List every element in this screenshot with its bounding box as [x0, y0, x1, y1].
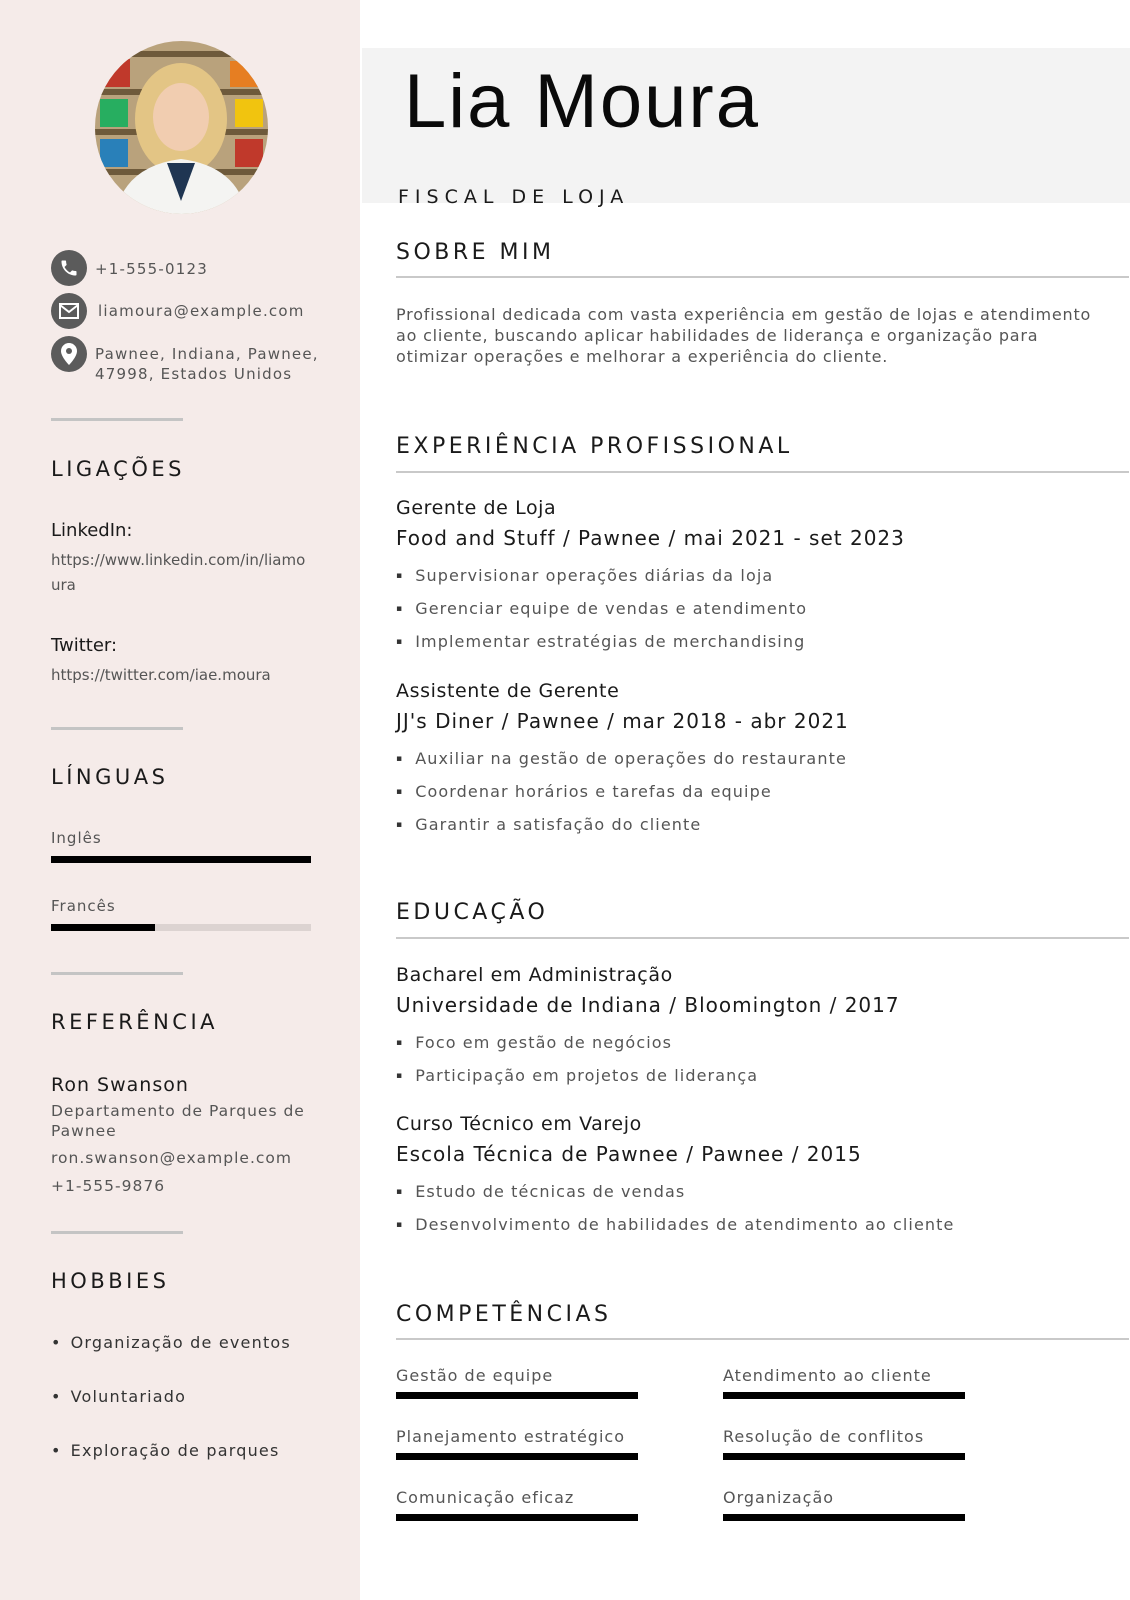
skill-name: Gestão de equipe	[396, 1366, 554, 1385]
skills-heading: COMPETÊNCIAS	[396, 1302, 612, 1327]
language-level-bar	[51, 924, 311, 931]
languages-heading: LÍNGUAS	[51, 765, 169, 789]
phone-icon	[51, 250, 87, 286]
links-heading: LIGAÇÕES	[51, 457, 185, 481]
language-name: Inglês	[51, 829, 102, 847]
education-institution: Universidade de Indiana / Bloomington / 2017	[396, 993, 900, 1017]
education-institution: Escola Técnica de Pawnee / Pawnee / 2015	[396, 1142, 862, 1166]
reference-phone: +1-555-9876	[51, 1177, 166, 1195]
sidebar-divider	[51, 727, 183, 730]
education-bullet: ▪ Desenvolvimento de habilidades de atendimento ao cliente	[396, 1215, 954, 1234]
contact-address-line2: 47998, Estados Unidos	[95, 365, 293, 383]
hobby-item: • Exploração de parques	[51, 1441, 280, 1460]
sidebar	[0, 0, 360, 1600]
about-heading: SOBRE MIM	[396, 240, 555, 265]
job-bullet: ▪ Garantir a satisfação do cliente	[396, 815, 701, 834]
twitter-link[interactable]: https://twitter.com/iae.moura	[51, 666, 271, 684]
skill-level-bar	[723, 1514, 965, 1521]
education-bullet: ▪ Participação em projetos de liderança	[396, 1066, 758, 1085]
skill-level-bar	[396, 1514, 638, 1521]
skill-level-bar	[396, 1392, 638, 1399]
section-divider	[396, 937, 1129, 939]
job-bullet: ▪ Coordenar horários e tarefas da equipe	[396, 782, 772, 801]
job-bullet: ▪ Supervisionar operações diárias da loja	[396, 566, 773, 585]
language-name: Francês	[51, 897, 116, 915]
contact-phone: +1-555-0123	[95, 260, 208, 278]
job-bullet: ▪ Gerenciar equipe de vendas e atendimento	[396, 599, 807, 618]
linkedin-link[interactable]: https://www.linkedin.com/in/liamoura	[51, 551, 306, 594]
education-degree: Bacharel em Administração	[396, 964, 673, 986]
job-title-header: FISCAL DE LOJA	[398, 186, 630, 208]
education-bullet: ▪ Foco em gestão de negócios	[396, 1033, 672, 1052]
about-text: Profissional dedicada com vasta experiência em gestão de lojas e atendimento ao cliente, buscando aplicar habilidades de liderança e organização para otimizar operações e melhorar a experiência do cliente.	[396, 305, 1092, 366]
sidebar-divider	[51, 972, 183, 975]
skill-name: Comunicação eficaz	[396, 1488, 575, 1507]
section-divider	[396, 471, 1129, 473]
reference-name: Ron Swanson	[51, 1074, 189, 1096]
section-divider	[396, 1338, 1129, 1340]
job-bullet: ▪ Implementar estratégias de merchandising	[396, 632, 805, 651]
job-position: Assistente de Gerente	[396, 680, 620, 702]
sidebar-divider	[51, 1231, 183, 1234]
experience-heading: EXPERIÊNCIA PROFISSIONAL	[396, 434, 793, 459]
skill-level-bar	[723, 1453, 965, 1460]
language-level-fill	[51, 924, 155, 931]
profile-photo	[95, 41, 268, 214]
reference-email[interactable]: ron.swanson@example.com	[51, 1149, 292, 1167]
sidebar-divider	[51, 418, 183, 421]
hobby-item: • Voluntariado	[51, 1387, 186, 1406]
reference-heading: REFERÊNCIA	[51, 1010, 218, 1034]
contact-address-line1: Pawnee, Indiana, Pawnee,	[95, 345, 319, 363]
location-pin-icon	[51, 336, 87, 372]
skill-name: Planejamento estratégico	[396, 1427, 625, 1446]
skill-name: Organização	[723, 1488, 835, 1507]
skill-level-bar	[723, 1392, 965, 1399]
job-company: JJ's Diner / Pawnee / mar 2018 - abr 2021	[396, 709, 849, 733]
skill-level-bar	[396, 1453, 638, 1460]
language-level-fill	[51, 856, 311, 863]
education-bullet: ▪ Estudo de técnicas de vendas	[396, 1182, 685, 1201]
job-company: Food and Stuff / Pawnee / mai 2021 - set 2023	[396, 526, 905, 550]
linkedin-label: LinkedIn:	[51, 520, 133, 541]
section-divider	[396, 276, 1129, 278]
skill-name: Resolução de conflitos	[723, 1427, 925, 1446]
skill-name: Atendimento ao cliente	[723, 1366, 932, 1385]
reference-organization: Departamento de Parques de Pawnee	[51, 1102, 305, 1140]
email-icon	[51, 293, 87, 329]
hobbies-heading: HOBBIES	[51, 1269, 170, 1293]
education-degree: Curso Técnico em Varejo	[396, 1113, 642, 1135]
contact-email[interactable]: liamoura@example.com	[98, 302, 305, 320]
language-level-bar	[51, 856, 311, 863]
job-position: Gerente de Loja	[396, 497, 557, 519]
education-heading: EDUCAÇÃO	[396, 900, 549, 925]
twitter-label: Twitter:	[51, 635, 118, 656]
hobby-item: • Organização de eventos	[51, 1333, 291, 1352]
job-bullet: ▪ Auxiliar na gestão de operações do restaurante	[396, 749, 847, 768]
person-name: Lia Moura	[404, 59, 760, 144]
